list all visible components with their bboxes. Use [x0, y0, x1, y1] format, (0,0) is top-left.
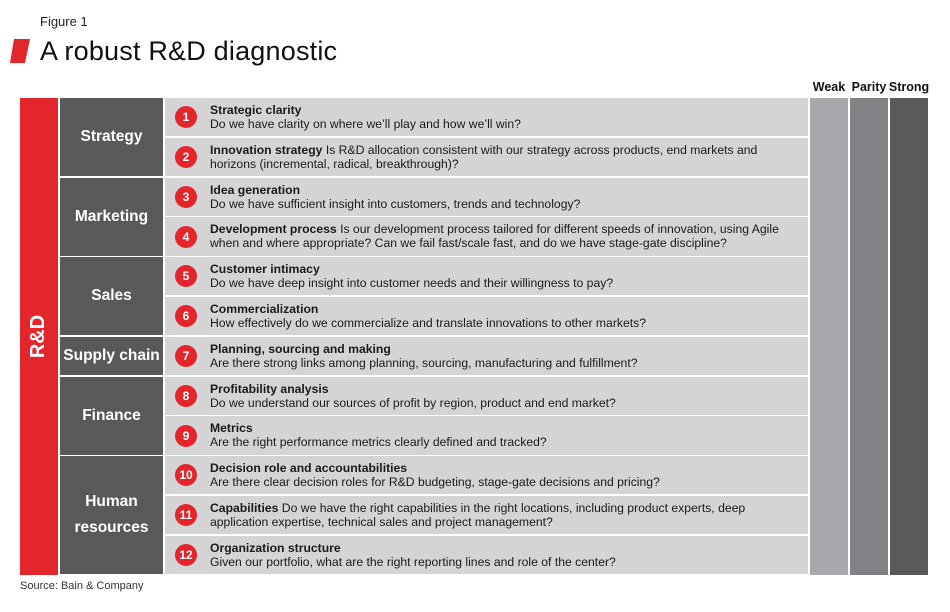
source-note: Source: Bain & Company	[20, 580, 144, 592]
number-badge: 2	[175, 146, 197, 168]
question-text-block	[210, 501, 804, 529]
rating-column-parity	[850, 98, 888, 575]
question-title: Capabilities	[210, 501, 279, 515]
category-label: Human resources	[74, 493, 149, 537]
question-body: Are there clear decision roles for R&D budgeting, stage-gate decisions and pricing?	[210, 475, 660, 490]
question-body: How effectively do we commercialize and translate innovations to other markets?	[210, 316, 647, 330]
question-body: Are the right performance metrics clearly defined and tracked?	[210, 435, 547, 450]
number-badge: 1	[175, 106, 197, 128]
number-badge: 6	[175, 305, 197, 327]
category-human-resources	[60, 456, 163, 574]
number-badge: 11	[175, 504, 197, 526]
question-title: Organization structure	[210, 540, 341, 555]
question-title: Commercialization	[210, 302, 319, 316]
question-row	[165, 217, 808, 255]
question-body: Is R&D allocation consistent with our strategy across products, end markets and horizons (incremental, radical, breakthrough)?	[210, 142, 758, 171]
question-text-block	[210, 461, 804, 489]
question-text-block	[210, 262, 804, 290]
question-body: Do we have the right capabilities in the right locations, including product experts, deep application expertise, technical sales and project management?	[210, 501, 746, 529]
question-body: Do we have clarity on where we’ll play and how we’ll win?	[210, 117, 521, 131]
question-text-block	[210, 342, 804, 370]
question-text-block	[210, 302, 804, 330]
question-body: Given our portfolio, what are the right reporting lines and role of the center?	[210, 554, 616, 569]
category-strategy	[60, 98, 163, 176]
question-row	[165, 257, 808, 295]
question-body: Are there strong links among planning, sourcing, manufacturing and fulfillment?	[210, 355, 638, 370]
question-text-block	[210, 421, 804, 449]
question-row	[165, 536, 808, 574]
scale-header-weak: Weak	[812, 80, 846, 94]
question-body: Do we have sufficient insight into customers, trends and technology?	[210, 196, 581, 211]
question-row	[165, 456, 808, 494]
scale-header-parity: Parity	[851, 80, 887, 94]
question-title: Customer intimacy	[210, 262, 320, 277]
figure-label: Figure 1	[40, 14, 88, 29]
question-text-block	[210, 103, 804, 131]
category-marketing	[60, 178, 163, 256]
question-row	[165, 377, 808, 415]
question-row	[165, 297, 808, 335]
question-row	[165, 98, 808, 136]
page-title: A robust R&D diagnostic	[40, 35, 338, 66]
question-text-block	[210, 382, 804, 410]
question-title: Metrics	[210, 421, 253, 436]
question-row	[165, 138, 808, 176]
category-label: Supply chain	[63, 346, 160, 364]
category-label: Finance	[82, 406, 141, 424]
question-row	[165, 178, 808, 216]
number-badge: 7	[175, 345, 197, 367]
rd-side-bar	[20, 98, 58, 575]
category-sales	[60, 257, 163, 335]
question-title: Development process	[210, 222, 337, 237]
number-badge: 5	[175, 265, 197, 287]
number-badge: 8	[175, 385, 197, 407]
question-title: Decision role and accountabilities	[210, 461, 408, 476]
scale-header-strong: Strong	[888, 80, 930, 94]
number-badge: 3	[175, 186, 197, 208]
number-badge: 4	[175, 226, 197, 248]
question-body: Do we understand our sources of profit by region, product and end market?	[210, 395, 616, 410]
question-title: Profitability analysis	[210, 381, 329, 396]
title-area	[10, 34, 337, 68]
rd-side-label: R&D	[27, 314, 50, 359]
question-row	[165, 337, 808, 375]
question-title: Idea generation	[210, 182, 301, 197]
question-body: Do we have deep insight into customer needs and their willingness to pay?	[210, 276, 614, 291]
question-text-block	[210, 183, 804, 211]
category-label: Sales	[91, 287, 132, 305]
red-parallelogram-icon	[10, 39, 30, 63]
category-label: Strategy	[80, 128, 143, 146]
question-row	[165, 416, 808, 454]
category-finance	[60, 377, 163, 455]
rating-column-strong	[890, 98, 928, 575]
question-body: Is our development process tailored for different speeds of innovation, using Agile when and where appropriate? Can we fail fast/scale fast, and do we have stage-gate discipline?	[210, 222, 779, 251]
number-badge: 9	[175, 425, 197, 447]
question-row	[165, 496, 808, 534]
question-title: Strategic clarity	[210, 103, 302, 117]
question-text-block	[210, 143, 804, 171]
question-title: Innovation strategy	[210, 142, 323, 157]
question-text-block	[210, 222, 804, 250]
number-badge: 12	[175, 544, 197, 566]
rating-column-weak	[810, 98, 848, 575]
number-badge: 10	[175, 464, 197, 486]
category-supply-chain	[60, 337, 163, 375]
question-text-block	[210, 541, 804, 569]
question-title: Planning, sourcing and making	[210, 341, 391, 356]
category-label: Marketing	[74, 207, 149, 225]
